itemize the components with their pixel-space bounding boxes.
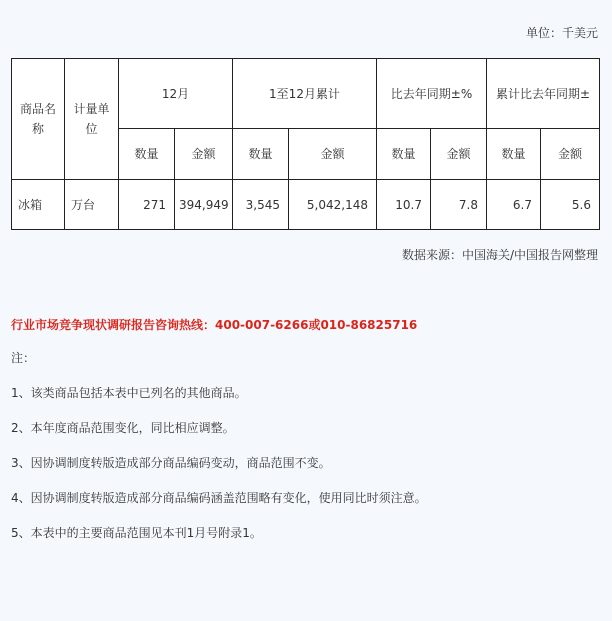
subheader-amt: 金额 — [289, 129, 377, 180]
cell-month-qty: 271 — [119, 180, 175, 230]
header-yoy: 比去年同期±% — [377, 59, 487, 129]
subheader-qty: 数量 — [233, 129, 289, 180]
subheader-qty: 数量 — [119, 129, 175, 180]
trade-table — [11, 58, 600, 230]
header-cumulative-yoy: 累计比去年同期± — [487, 59, 600, 129]
note-item: 5、本表中的主要商品范围见本刊1月号附录1。 — [11, 526, 262, 540]
cell-name: 冰箱 — [12, 180, 65, 230]
cell-cum-amt: 5,042,148 — [289, 180, 377, 230]
cell-yoy-qty: 10.7 — [377, 180, 431, 230]
cell-cum-yoy-amt: 5.6 — [541, 180, 600, 230]
subheader-qty: 数量 — [377, 129, 431, 180]
note-item: 4、因协调制度转版造成部分商品编码涵盖范围略有变化，使用同比时须注意。 — [11, 491, 427, 505]
subheader-amt: 金额 — [541, 129, 600, 180]
subheader-amt: 金额 — [431, 129, 487, 180]
header-month: 12月 — [119, 59, 233, 129]
header-unit: 计量单位 — [65, 59, 119, 180]
data-source: 数据来源：中国海关/中国报告网整理 — [401, 248, 598, 262]
cell-month-amt: 394,949 — [175, 180, 233, 230]
cell-cum-yoy-qty: 6.7 — [487, 180, 541, 230]
cell-yoy-amt: 7.8 — [431, 180, 487, 230]
subheader-qty: 数量 — [487, 129, 541, 180]
header-name: 商品名称 — [12, 59, 65, 180]
unit-label: 单位：千美元 — [525, 26, 598, 40]
note-item: 1、该类商品包括本表中已列名的其他商品。 — [11, 386, 247, 400]
header-cumulative: 1至12月累计 — [233, 59, 377, 129]
cell-cum-qty: 3,545 — [233, 180, 289, 230]
hotline-text: 行业市场竞争现状调研报告咨询热线：400-007-6266或010-86825716 — [11, 318, 418, 332]
cell-unit: 万台 — [65, 180, 119, 230]
note-item: 3、因协调制度转版造成部分商品编码变动，商品范围不变。 — [11, 456, 331, 470]
table-row — [12, 180, 600, 230]
subheader-amt: 金额 — [175, 129, 233, 180]
notes-list — [11, 350, 427, 560]
notes-heading: 注： — [11, 351, 36, 365]
note-item: 2、本年度商品范围变化，同比相应调整。 — [11, 421, 235, 435]
table-header-row — [12, 59, 600, 129]
